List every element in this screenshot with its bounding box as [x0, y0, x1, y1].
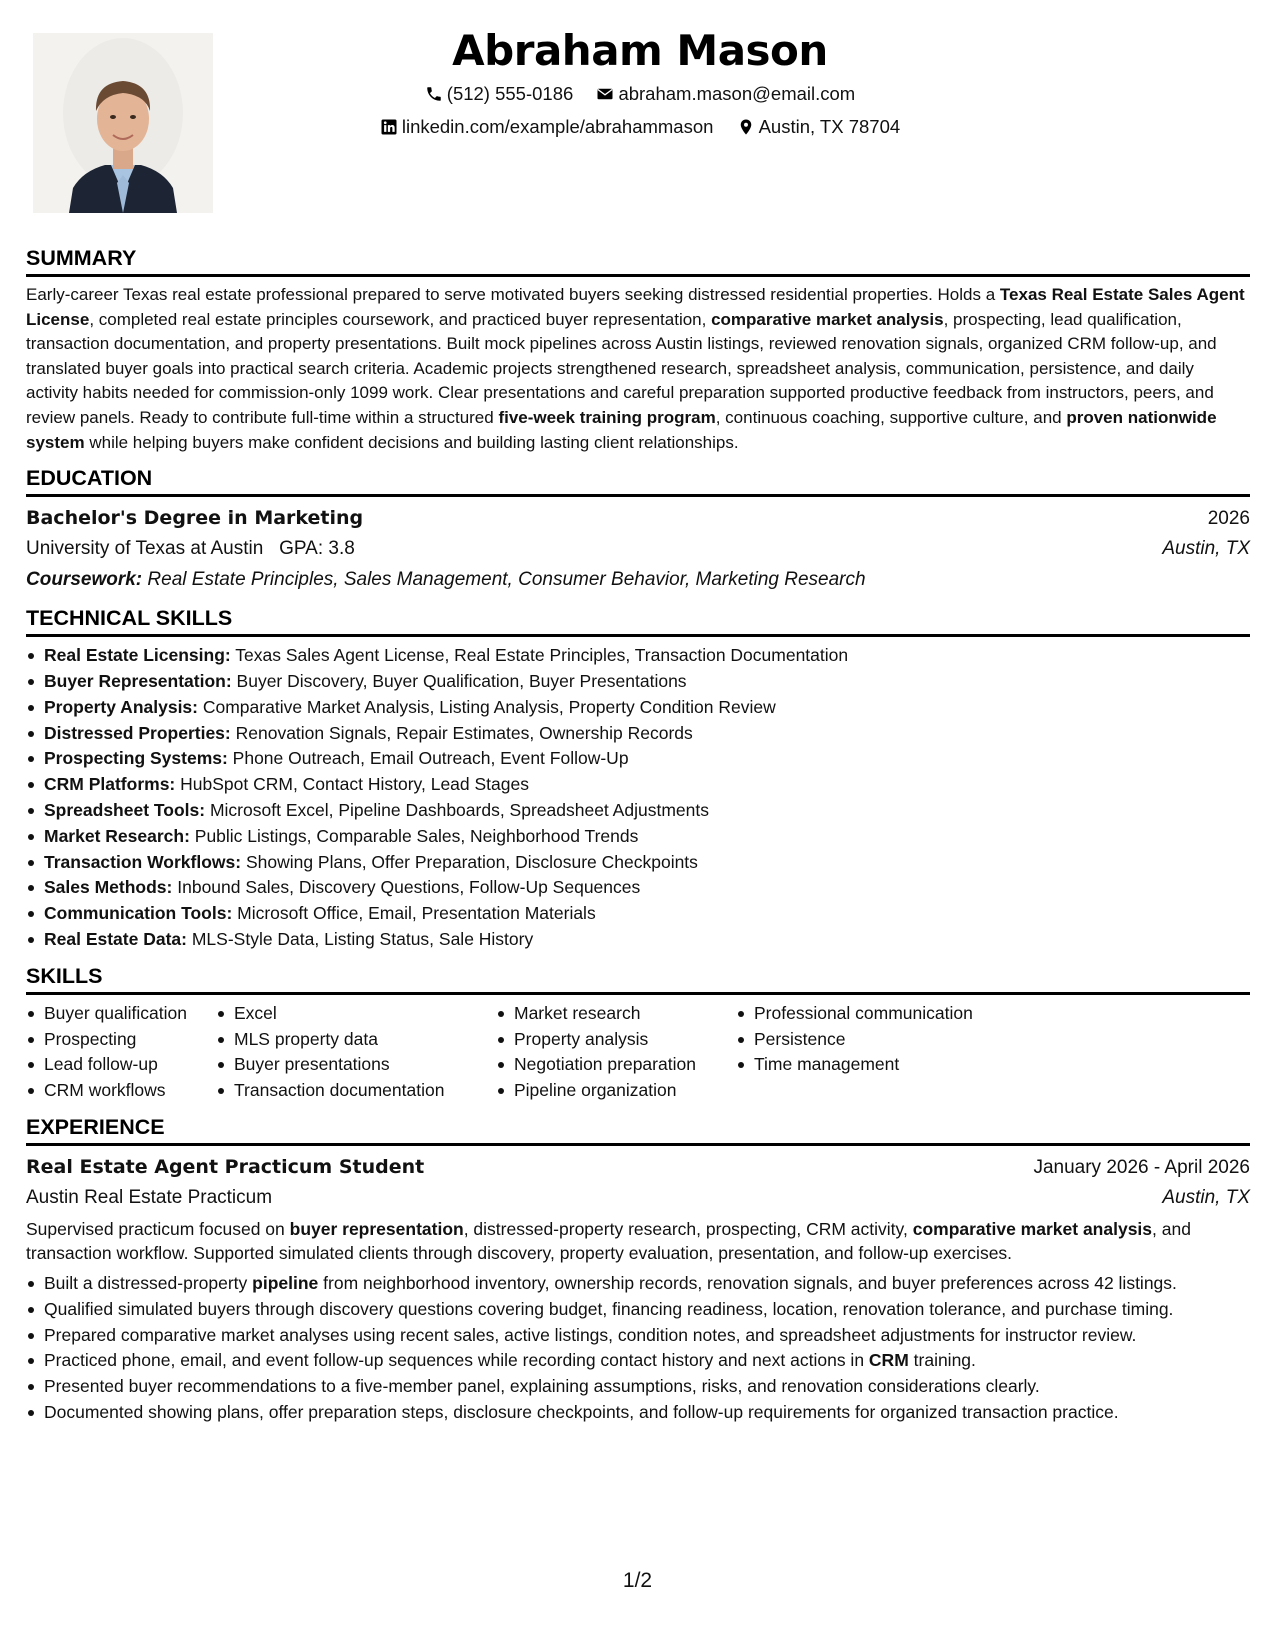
school-name: University of Texas at Austin: [26, 538, 264, 560]
job-bullet-item: [26, 1400, 1250, 1426]
skill-category: Communication Tools:: [44, 903, 233, 924]
text-run: Documented showing plans, offer preparation steps, disclosure checkpoints, and follow-up requirements for organized transaction practice.: [44, 1401, 1119, 1422]
text-run: , prospecting, lead qualification, transaction documentation, and property presentations. Built mock pipelines across Austin listings, reviewed renovation signals, organized CRM follow-up, and translated buyer goals into practical search criteria. Academic projects strengthened research, spreadsheet analysis, communication, persistence, and daily activity habits needed for commission-only 1099 work. Clear presentations and careful preparation supported productive feedback from instructors, peers, and review panels. Ready to contribute full-time within a structured: [26, 309, 1217, 427]
emphasis-text: five-week training program: [498, 407, 716, 427]
coursework: [26, 564, 1250, 595]
skill-values: Showing Plans, Offer Preparation, Disclosure Checkpoints: [241, 851, 698, 872]
text-run: from neighborhood inventory, ownership records, renovation signals, and buyer preferences across 42 listings.: [318, 1272, 1177, 1293]
map-pin-icon: [737, 118, 755, 136]
education-entry: [26, 503, 1250, 595]
technical-skill-item: [26, 798, 1250, 824]
skill-item: Persistence: [736, 1027, 1036, 1053]
resume-header: [240, 26, 1040, 142]
technical-skill-item: [26, 875, 1250, 901]
skill-values: Microsoft Excel, Pipeline Dashboards, Spreadsheet Adjustments: [205, 799, 709, 820]
skill-category: Market Research:: [44, 825, 190, 846]
degree: Bachelor's Degree in Marketing: [26, 507, 364, 530]
email-contact: [596, 82, 855, 106]
skill-values: Renovation Signals, Repair Estimates, Ownership Records: [230, 722, 693, 743]
skills-column: [496, 1001, 736, 1104]
skill-item: Property analysis: [496, 1027, 736, 1053]
skills-column: [26, 1001, 216, 1104]
skill-values: Microsoft Office, Email, Presentation Materials: [232, 903, 596, 924]
skills-column: [736, 1001, 1036, 1104]
text-run: , distressed-property research, prospecting, CRM activity,: [463, 1218, 913, 1239]
skill-values: MLS-Style Data, Listing Status, Sale History: [186, 928, 534, 949]
phone-contact: [425, 82, 574, 106]
section-title-summary: SUMMARY: [26, 245, 1250, 277]
education-section: [26, 465, 1250, 595]
text-run: Supervised practicum focused on: [26, 1218, 290, 1239]
text-run: , and transaction workflow. Supported simulated clients through discovery, property evaluation, presentation, and follow-up exercises.: [26, 1218, 1191, 1263]
technical-skills-section: [26, 605, 1250, 953]
skill-item: MLS property data: [216, 1027, 496, 1053]
technical-skills-list: [26, 643, 1250, 953]
text-run: Qualified simulated buyers through discovery questions covering budget, financing readiness, location, renovation tolerance, and purchase timing.: [44, 1298, 1174, 1319]
candidate-name: Abraham Mason: [452, 26, 828, 75]
technical-skill-item: [26, 643, 1250, 669]
school: [26, 534, 355, 564]
profile-photo: [33, 33, 213, 213]
skill-values: Phone Outreach, Email Outreach, Event Follow-Up: [227, 748, 629, 769]
linkedin-contact: [380, 115, 714, 139]
technical-skill-item: [26, 721, 1250, 747]
section-title-technical-skills: TECHNICAL SKILLS: [26, 605, 1250, 637]
skill-item: Negotiation preparation: [496, 1052, 736, 1078]
skills-section: [26, 963, 1250, 1104]
job-bullet-item: [26, 1323, 1250, 1349]
job-title: Real Estate Agent Practicum Student: [26, 1155, 425, 1178]
technical-skill-item: [26, 901, 1250, 927]
skill-values: Comparative Market Analysis, Listing Analysis, Property Condition Review: [198, 696, 776, 717]
skill-category: Buyer Representation:: [44, 670, 232, 691]
skill-category: Sales Methods:: [44, 877, 173, 898]
experience-section: [26, 1114, 1250, 1426]
skill-values: Texas Sales Agent License, Real Estate Principles, Transaction Documentation: [230, 645, 849, 666]
summary-section: [26, 245, 1250, 455]
summary-text: [26, 283, 1250, 455]
text-run: training.: [908, 1350, 976, 1371]
text-run: Early-career Texas real estate professional prepared to serve motivated buyers seeking distressed residential properties. Holds a: [26, 285, 1000, 304]
phone-icon: [425, 85, 443, 103]
emphasis-text: pipeline: [252, 1272, 319, 1293]
skill-category: Transaction Workflows:: [44, 851, 242, 872]
technical-skill-item: [26, 669, 1250, 695]
email-text[interactable]: abraham.mason@email.com: [618, 83, 856, 104]
text-run: while helping buyers make confident decisions and building lasting client relationships.: [84, 432, 739, 452]
skills-column: [216, 1001, 496, 1104]
section-title-education: EDUCATION: [26, 465, 1250, 497]
skill-category: Property Analysis:: [44, 696, 198, 717]
technical-skill-item: [26, 824, 1250, 850]
resume-body: [26, 245, 1250, 1436]
technical-skill-item: [26, 927, 1250, 953]
skill-category: CRM Platforms:: [44, 774, 176, 795]
emphasis-text: Texas Real Estate Sales Agent License: [26, 285, 1245, 329]
job-entry: [26, 1152, 1250, 1426]
skill-item: Time management: [736, 1052, 1036, 1078]
graduation-year: 2026: [1207, 508, 1250, 530]
text-run: Practiced phone, email, and event follow-up sequences while recording contact history and next actions in: [44, 1350, 869, 1371]
linkedin-text[interactable]: linkedin.com/example/abrahammason: [401, 116, 714, 137]
skill-category: Real Estate Licensing:: [44, 645, 231, 666]
gpa: GPA: 3.8: [279, 538, 355, 560]
technical-skill-item: [26, 695, 1250, 721]
emphasis-text: comparative market analysis: [711, 309, 944, 329]
skill-item: Excel: [216, 1001, 496, 1027]
job-location: Austin, TX: [1162, 1186, 1250, 1208]
text-run: Prepared comparative market analyses using recent sales, active listings, condition notes, and spreadsheet adjustments for instructor review.: [44, 1324, 1137, 1345]
job-dates: January 2026 - April 2026: [1033, 1156, 1250, 1178]
text-run: , completed real estate principles coursework, and practiced buyer representation,: [89, 309, 712, 329]
envelope-icon: [596, 85, 614, 103]
location-contact: [737, 115, 901, 139]
page-number: 1/2: [622, 1569, 653, 1592]
emphasis-text: proven nationwide system: [26, 407, 1217, 452]
text-run: Presented buyer recommendations to a five-member panel, explaining assumptions, risks, and renovation considerations clearly.: [44, 1376, 1040, 1397]
location-text: Austin, TX 78704: [758, 116, 901, 137]
skill-values: HubSpot CRM, Contact History, Lead Stages: [175, 774, 529, 795]
skill-values: Buyer Discovery, Buyer Qualification, Buyer Presentations: [231, 670, 687, 691]
skill-category: Prospecting Systems:: [44, 748, 228, 769]
skill-item: Professional communication: [736, 1001, 1036, 1027]
contact-line-2: [240, 115, 1040, 142]
skill-item: Buyer presentations: [216, 1052, 496, 1078]
skill-item: Prospecting: [26, 1027, 216, 1053]
skill-values: Inbound Sales, Discovery Questions, Follow-Up Sequences: [172, 877, 641, 898]
text-run: Built a distressed-property: [44, 1272, 253, 1293]
coursework-label: Coursework:: [26, 569, 143, 591]
job-bullets: [26, 1271, 1250, 1426]
job-company: Austin Real Estate Practicum: [26, 1186, 273, 1208]
skill-item: Lead follow-up: [26, 1052, 216, 1078]
text-run: , continuous coaching, supportive culture, and: [715, 407, 1067, 427]
job-bullet-item: [26, 1297, 1250, 1323]
coursework-list: Real Estate Principles, Sales Management, Consumer Behavior, Marketing Research: [147, 569, 866, 591]
emphasis-text: CRM: [868, 1350, 909, 1371]
skill-item: Buyer qualification: [26, 1001, 216, 1027]
skill-category: Distressed Properties:: [44, 722, 231, 743]
section-title-skills: SKILLS: [26, 963, 1250, 995]
linkedin-icon: [380, 118, 398, 136]
skill-item: Transaction documentation: [216, 1078, 496, 1104]
skill-item: Market research: [496, 1001, 736, 1027]
skill-item: CRM workflows: [26, 1078, 216, 1104]
skill-category: Spreadsheet Tools:: [44, 799, 206, 820]
phone-text[interactable]: (512) 555-0186: [446, 83, 574, 104]
job-bullet-item: [26, 1271, 1250, 1297]
job-bullet-item: [26, 1374, 1250, 1400]
technical-skill-item: [26, 772, 1250, 798]
skill-category: Real Estate Data:: [44, 928, 187, 949]
school-location: Austin, TX: [1162, 538, 1250, 560]
contact-line-1: [240, 82, 1040, 109]
job-description: [26, 1217, 1250, 1265]
job-bullet-item: [26, 1348, 1250, 1374]
technical-skill-item: [26, 850, 1250, 876]
skills-grid: [26, 1001, 1250, 1104]
emphasis-text: comparative market analysis: [912, 1218, 1153, 1239]
skill-item: Pipeline organization: [496, 1078, 736, 1104]
section-title-experience: EXPERIENCE: [26, 1114, 1250, 1146]
skill-values: Public Listings, Comparable Sales, Neighborhood Trends: [189, 825, 639, 846]
emphasis-text: buyer representation: [289, 1218, 464, 1239]
technical-skill-item: [26, 746, 1250, 772]
